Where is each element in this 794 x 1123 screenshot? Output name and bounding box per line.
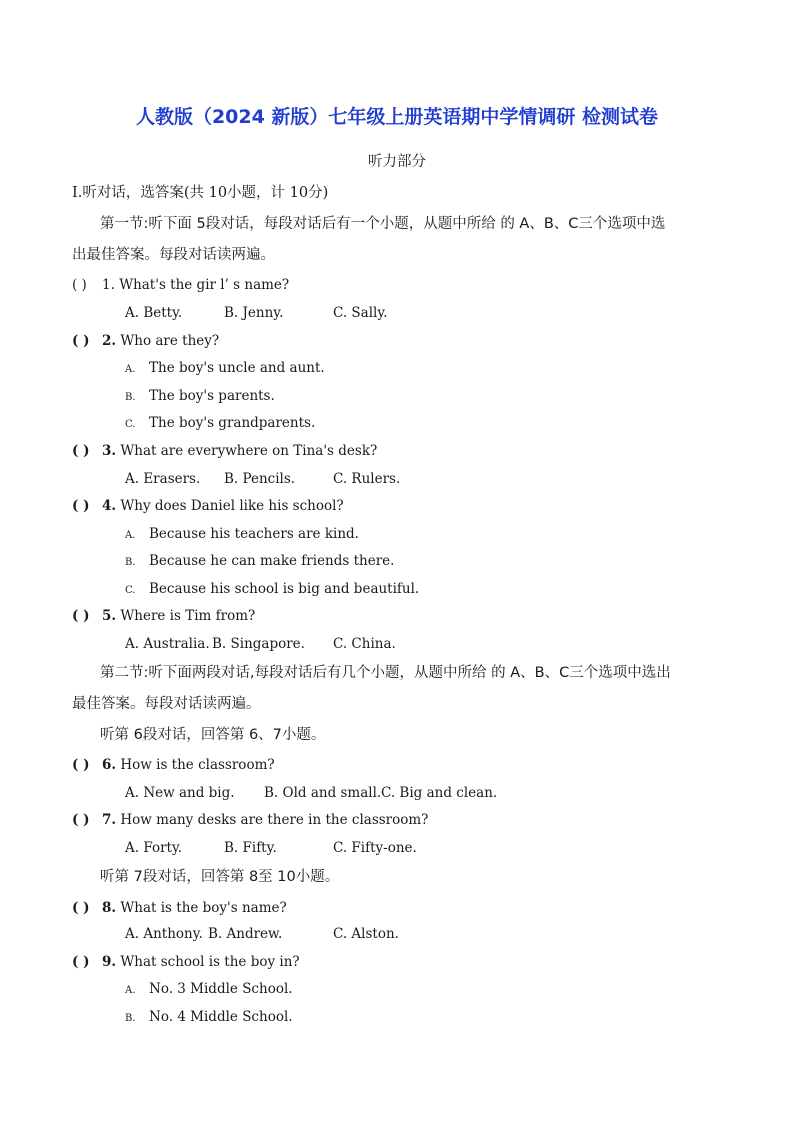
question-text: What school is the boy in?: [120, 954, 300, 970]
question-text: Who are they?: [120, 333, 220, 349]
option-c[interactable]: [125, 579, 419, 601]
option-text: The boy's grandparents.: [149, 415, 316, 431]
question-6: [72, 755, 275, 775]
question-number: 5.: [102, 608, 117, 624]
option-letter: C.: [125, 419, 136, 430]
question-number: 7.: [102, 812, 117, 828]
question-3-options: [0, 469, 794, 489]
listening-header: 听力部分: [368, 154, 426, 170]
question-number: 8.: [102, 900, 117, 916]
question-number: 9.: [102, 954, 117, 970]
question-text: What is the boy's name?: [120, 900, 287, 916]
section1-instruction-line1: 第一节:听下面 5段对话，每段对话后有一个小题，从题中所给 的 A、B、C三个选项中选: [100, 216, 666, 232]
option-text: Because his teachers are kind.: [149, 526, 359, 542]
dialog6-note: 听第 6段对话，回答第 6、7小题。: [100, 727, 326, 743]
answer-blank[interactable]: ( ): [72, 277, 87, 293]
question-text: Why does Daniel like his school?: [120, 498, 344, 514]
question-4: [72, 496, 344, 516]
option-letter: B.: [125, 392, 136, 403]
option-letter: A.: [125, 364, 136, 375]
option-text: No. 4 Middle School.: [149, 1009, 293, 1025]
option-a[interactable]: [125, 358, 325, 380]
question-number: 3.: [102, 443, 117, 459]
option-a[interactable]: A. Australia.: [125, 636, 210, 652]
question-7: [72, 810, 428, 830]
option-c[interactable]: [125, 413, 315, 435]
option-letter: C.: [125, 585, 136, 596]
option-a[interactable]: [125, 979, 293, 1001]
answer-blank[interactable]: ( ): [72, 812, 90, 828]
option-b[interactable]: B. Andrew.: [208, 926, 283, 942]
question-text: How many desks are there in the classroom?: [120, 812, 429, 828]
answer-blank[interactable]: ( ): [72, 608, 90, 624]
option-letter: A.: [125, 530, 136, 541]
option-text: No. 3 Middle School.: [149, 981, 293, 997]
section2-instruction-line2: 最佳答案。每段对话读两遍。: [72, 696, 261, 712]
option-b[interactable]: B. Singapore.: [212, 636, 305, 652]
answer-blank[interactable]: ( ): [72, 333, 90, 349]
question-8: [72, 898, 287, 918]
option-letter: A.: [125, 985, 136, 996]
section2-instruction-line1: 第二节:听下面两段对话,每段对话后有几个小题，从题中所给 的 A、B、C三个选项中选出: [100, 665, 671, 681]
option-letter: B.: [125, 557, 136, 568]
option-a[interactable]: A. Anthony.: [125, 926, 203, 942]
answer-blank[interactable]: ( ): [72, 954, 90, 970]
answer-blank[interactable]: ( ): [72, 498, 90, 514]
answer-blank[interactable]: ( ): [72, 443, 90, 459]
option-text: Because his school is big and beautiful.: [149, 581, 420, 597]
option-b[interactable]: [125, 551, 394, 573]
question-text: Where is Tim from?: [120, 608, 256, 624]
dialog7-note: 听第 7段对话，回答第 8至 10小题。: [100, 869, 340, 885]
question-text: What's the gir l’ s name?: [119, 277, 290, 293]
option-c[interactable]: C. Rulers.: [333, 471, 401, 487]
option-a[interactable]: A. Erasers.: [125, 471, 201, 487]
option-text: Because he can make friends there.: [149, 553, 395, 569]
option-b[interactable]: B. Fifty.: [224, 840, 277, 856]
question-3: [72, 441, 377, 461]
question-6-options: [0, 783, 794, 803]
option-a[interactable]: A. New and big.: [125, 785, 235, 801]
option-c[interactable]: C. Fifty-one.: [333, 840, 417, 856]
question-text: What are everywhere on Tina's desk?: [120, 443, 378, 459]
answer-blank[interactable]: ( ): [72, 757, 90, 773]
option-letter: B.: [125, 1013, 136, 1024]
option-c[interactable]: C. China.: [333, 636, 396, 652]
question-9: [72, 952, 300, 972]
option-a[interactable]: [125, 524, 359, 546]
option-b[interactable]: [125, 386, 275, 408]
question-number: 4.: [102, 498, 117, 514]
question-5: [72, 606, 255, 626]
option-text: The boy's uncle and aunt.: [149, 360, 325, 376]
option-a[interactable]: A. Forty.: [125, 840, 183, 856]
question-8-options: [0, 924, 794, 944]
question-number: 2.: [102, 333, 117, 349]
option-c[interactable]: C. Alston.: [333, 926, 399, 942]
page-title: 人教版（2024 新版）七年级上册英语期中学情调研 检测试卷: [135, 106, 659, 128]
section1-instruction-line2: 出最佳答案。每段对话读两遍。: [72, 247, 275, 263]
part1-heading: I.听对话，选答案(共 10小题，计 10分): [72, 185, 329, 201]
question-7-options: [0, 838, 794, 858]
option-a[interactable]: A. Betty.: [125, 305, 183, 321]
option-b[interactable]: [125, 1007, 293, 1029]
option-b[interactable]: B. Pencils.: [224, 471, 296, 487]
option-b[interactable]: B. Jenny.: [224, 305, 284, 321]
question-number: 1.: [102, 277, 115, 293]
question-1-options: [0, 303, 794, 323]
question-text: How is the classroom?: [120, 757, 275, 773]
question-5-options: [0, 634, 794, 654]
option-text: The boy's parents.: [149, 388, 275, 404]
option-c[interactable]: C. Sally.: [333, 305, 388, 321]
question-1: [72, 275, 289, 295]
question-2: [72, 331, 219, 351]
option-b[interactable]: B. Old and small.: [264, 785, 382, 801]
answer-blank[interactable]: ( ): [72, 900, 90, 916]
question-number: 6.: [102, 757, 117, 773]
option-c[interactable]: C. Big and clean.: [381, 785, 498, 801]
